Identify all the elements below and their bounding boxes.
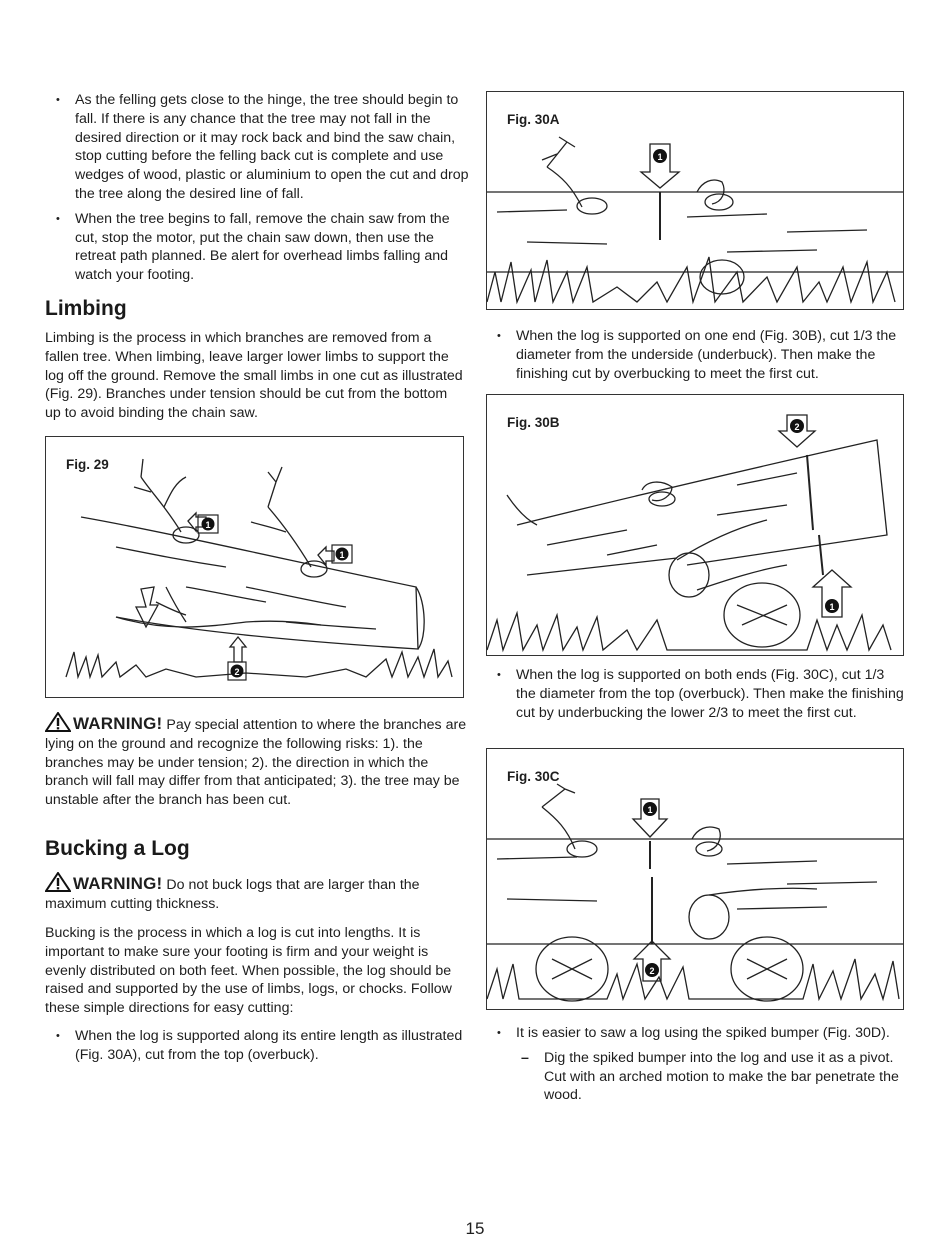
marker-1-label: 1 (657, 152, 663, 162)
figure-30c (486, 748, 904, 1010)
underbuck-illustration (487, 395, 903, 655)
bucking-30d-section (486, 1024, 906, 1105)
bucking-30c-bullet (486, 666, 906, 728)
list-item: • When the log is supported on one end (Fig. 30B), cut 1/3 the diameter from the underside (underbuck). Then make the finishing cut by overbucking to meet the first cut. (486, 327, 906, 383)
figure-30a (486, 91, 904, 310)
bucking-30b-bullet (486, 327, 906, 389)
marker-2-label: 2 (649, 966, 655, 976)
marker-1-label: 1 (829, 602, 835, 612)
marker-1-label: 1 (339, 550, 345, 560)
warning-text: Do not buck logs that are larger than the maximum cutting thickness. (45, 877, 420, 912)
page-number: 15 (465, 1219, 485, 1238)
bucking-30d-bullet (486, 1024, 906, 1043)
warning-label: WARNING! (73, 714, 163, 733)
limbing-illustration (46, 437, 463, 697)
figure-29 (45, 436, 464, 698)
limbing-heading: Limbing (45, 297, 127, 320)
warning-2-paragraph (45, 872, 465, 914)
warning-triangle-icon (45, 712, 71, 732)
list-item: • As the felling gets close to the hinge, the tree should begin to fall. If there is any chance that the tree may not fall in the desired direction or it may rock back and bind the saw chain, stop cutting before the felling back cut is complete and use wedges of wood, plastic or aluminium to open the cut and drop the tree along the desired line of fall. (45, 91, 470, 204)
marker-1-label: 1 (647, 805, 653, 815)
marker-1-label: 1 (205, 520, 211, 530)
figure-label: Fig. 30C (507, 769, 560, 784)
figure-30b (486, 394, 904, 656)
bucking-30d-dash-list (486, 1049, 906, 1105)
list-item: • When the tree begins to fall, remove the chain saw from the cut, stop the motor, put the chain saw down, then use the retreat path planned. Be alert for overhead limbs falling and watch your footing. (45, 210, 470, 285)
intro-bullet-list (45, 91, 470, 291)
figure-label: Fig. 29 (66, 457, 109, 472)
warning-1-paragraph (45, 712, 467, 810)
figure-label: Fig. 30B (507, 415, 560, 430)
warning-text: Pay special attention to where the branches are lying on the ground and recognize the following risks: 1). the branches may be under tension; 2). the direction in which the branch will fall may differ from that anticipated; 3). the tree may be unstable after the branch has been cut. (45, 717, 467, 809)
marker-2-label: 2 (234, 667, 240, 677)
list-item: • It is easier to saw a log using the spiked bumper (Fig. 30D). (486, 1024, 906, 1043)
both-ends-illustration (487, 749, 903, 1009)
bucking-heading: Bucking a Log (45, 837, 190, 860)
marker-2-label: 2 (794, 422, 800, 432)
warning-label: WARNING! (73, 874, 163, 893)
figure-label: Fig. 30A (507, 112, 560, 127)
limbing-paragraph: Limbing is the process in which branches are removed from a fallen tree. When limbing, leave larger lower limbs to support the log off the ground. Remove the small limbs in one cut as illustrated (Fig. 29). Branches under tension should be cut from the bottom up to avoid binding the chain saw. (45, 330, 463, 422)
list-item: • When the log is supported along its entire length as illustrated (Fig. 30A), cut from the top (overbuck). (45, 1027, 465, 1065)
dash-item: – Dig the spiked bumper into the log and use it as a pivot. Cut with an arched motion to make the bar penetrate the wood. (486, 1049, 906, 1105)
list-item: • When the log is supported on both ends (Fig. 30C), cut 1/3 the diameter from the top (overbuck). Then make the finishing cut by underbucking the lower 2/3 to meet the first cut. (486, 666, 906, 722)
bucking-bullet-list (45, 1027, 465, 1071)
warning-triangle-icon (45, 872, 71, 892)
bucking-paragraph: Bucking is the process in which a log is cut into lengths. It is important to make sure your footing is firm and your weight is evenly distributed on both feet. When possible, the log should be raised and supported by the use of limbs, logs, or chocks. Follow these simple directions for easy cutting: (45, 925, 452, 1017)
